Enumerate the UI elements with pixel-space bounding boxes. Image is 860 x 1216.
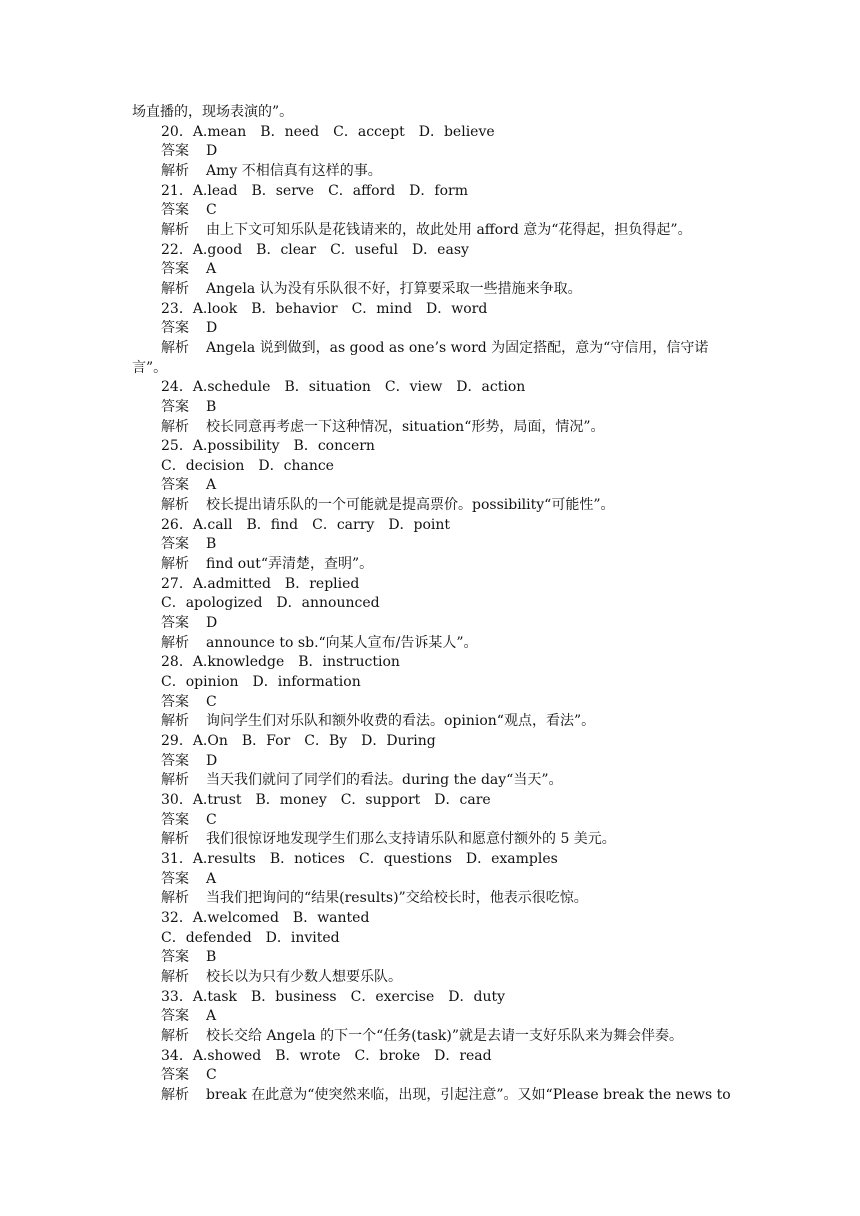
question-options-20: 20．A.mean B．need C．accept D．believe <box>161 123 495 140</box>
explanation-line: 解析 Angela 认为没有乐队很不好，打算要采取一些措施来争取。 <box>161 280 582 297</box>
question-options-22: 22．A.good B．clear C．useful D．easy <box>161 241 469 258</box>
answer-line: 答案 C <box>161 811 217 828</box>
explanation-line: 解析 当我们把询问的“结果(results)”交给校长时，他表示很吃惊。 <box>161 890 588 907</box>
explanation-line: 解析 校长同意再考虑一下这种情况，situation“形势，局面，情况”。 <box>161 418 605 435</box>
answer-line: 答案 D <box>161 143 218 160</box>
question-options-32: 32．A.welcomed B．wanted <box>161 909 370 926</box>
question-options-31: 31．A.results B．notices C．questions D．examples <box>161 850 558 867</box>
explanation-line: 解析 Angela 说到做到，as good as one’s word 为固定搭配，意为“守信用，信守诺 <box>161 339 709 356</box>
question-options-26: 26．A.call B．find C．carry D．point <box>161 516 451 533</box>
explanation-line: 解析 校长以为只有少数人想要乐队。 <box>161 968 402 985</box>
text-line: 场直播的，现场表演的”。 <box>132 104 294 120</box>
answer-line: 答案 C <box>161 202 217 219</box>
explanation-line: 解析 校长提出请乐队的一个可能就是提高票价。possibility“可能性”。 <box>161 497 615 514</box>
explanation-line: 解析 由上下文可知乐队是花钱请来的，故此处用 afford 意为“花得起，担负得起”。 <box>161 221 692 238</box>
answer-line: 答案 C <box>161 1067 217 1084</box>
answer-line: 答案 C <box>161 693 217 710</box>
answer-line: 答案 A <box>161 1008 217 1025</box>
question-options-33: 33．A.task B．business C．exercise D．duty <box>161 988 506 1005</box>
answer-line: 答案 B <box>161 536 217 553</box>
question-options-29: 29．A.On B．For C．By D．During <box>161 733 436 749</box>
question-options-34: 34．A.showed B．wrote C．broke D．read <box>161 1047 492 1064</box>
answer-line: 答案 B <box>161 398 217 415</box>
explanation-line: 解析 我们很惊讶地发现学生们那么支持请乐队和愿意付额外的 5 美元。 <box>161 831 616 848</box>
explanation-line: 解析 当天我们就问了同学们的看法。during the day“当天”。 <box>161 772 563 789</box>
answer-line: 答案 A <box>161 870 217 887</box>
question-options-27: 27．A.admitted B．replied <box>161 575 360 592</box>
answer-line: 答案 D <box>161 752 218 769</box>
answer-line: 答案 D <box>161 320 218 337</box>
explanation-line: 解析 announce to sb.“向某人宣布/告诉某人”。 <box>161 634 478 651</box>
answer-explanations <box>0 103 860 1105</box>
question-options-32-cont: C．defended D．invited <box>161 929 340 946</box>
explanation-line: 解析 break 在此意为“使突然来临，出现，引起注意”。又如“Please break the news to <box>161 1086 731 1103</box>
question-options-30: 30．A.trust B．money C．support D．care <box>161 791 491 808</box>
answer-line: 答案 B <box>161 949 217 966</box>
explanation-line: 解析 find out“弄清楚，查明”。 <box>161 556 374 573</box>
answer-line: 答案 D <box>161 615 218 632</box>
explanation-continuation: 言”。 <box>132 359 168 376</box>
question-options-23: 23．A.look B．behavior C．mind D．word <box>161 300 488 317</box>
answer-line: 答案 A <box>161 477 217 494</box>
question-options-27-cont: C．apologized D．announced <box>161 595 380 612</box>
question-options-28-cont: C．opinion D．information <box>161 674 361 691</box>
answer-line: 答案 A <box>161 261 217 278</box>
explanation-line: 解析 Amy 不相信真有这样的事。 <box>161 162 382 179</box>
question-options-21: 21．A.lead B．serve C．afford D．form <box>161 182 468 199</box>
question-options-25-cont: C．decision D．chance <box>161 457 334 474</box>
explanation-line: 解析 询问学生们对乐队和额外收费的看法。opinion“观点，看法”。 <box>161 713 596 730</box>
question-options-25: 25．A.possibility B．concern <box>161 438 375 455</box>
question-options-24: 24．A.schedule B．situation C．view D．action <box>161 379 526 396</box>
explanation-line: 解析 校长交给 Angela 的下一个“任务(task)”就是去请一支好乐队来为舞会伴奏。 <box>161 1027 683 1044</box>
question-options-28: 28．A.knowledge B．instruction <box>161 654 400 671</box>
